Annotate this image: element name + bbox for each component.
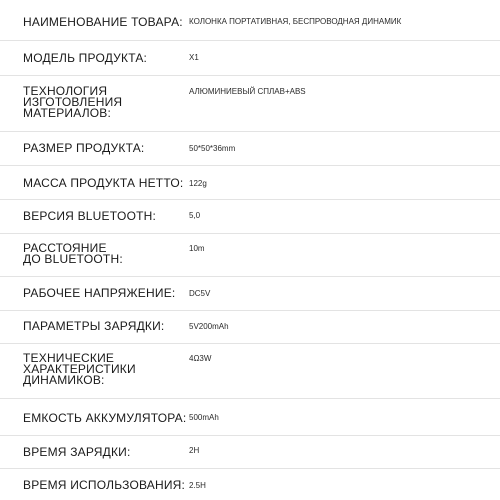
spec-value: 4Ω3W <box>189 354 212 363</box>
row-divider <box>0 398 500 399</box>
spec-label: ПАРАМЕТРЫ ЗАРЯДКИ: <box>23 319 165 333</box>
spec-label-text: РАССТОЯНИЕ ДО BLUETOOTH: <box>23 241 123 266</box>
spec-value: DC5V <box>189 289 211 298</box>
row-divider <box>0 468 500 469</box>
spec-label: ЕМКОСТЬ АККУМУЛЯТОРА: <box>23 411 187 425</box>
spec-value: 2H <box>189 446 200 455</box>
row-divider <box>0 40 500 41</box>
spec-label: НАИМЕНОВАНИЕ ТОВАРА: <box>23 15 183 29</box>
spec-label <box>23 353 173 386</box>
row-divider <box>0 233 500 234</box>
spec-label: МОДЕЛЬ ПРОДУКТА: <box>23 51 148 65</box>
row-divider <box>0 343 500 344</box>
row-divider <box>0 276 500 277</box>
spec-label: РАЗМЕР ПРОДУКТА: <box>23 141 145 155</box>
spec-value: 5V200mAh <box>189 322 229 331</box>
spec-value: 50*50*36mm <box>189 144 236 153</box>
spec-label <box>23 86 173 119</box>
spec-value: АЛЮМИНИЕВЫЙ СПЛАВ+ABS <box>189 87 306 96</box>
row-divider <box>0 435 500 436</box>
spec-value: 5,0 <box>189 211 201 220</box>
spec-value: 122g <box>189 179 207 188</box>
spec-label <box>23 243 173 265</box>
spec-label: ВЕРСИЯ BLUETOOTH: <box>23 209 157 223</box>
spec-value: 2.5H <box>189 481 206 490</box>
spec-label: ВРЕМЯ ИСПОЛЬЗОВАНИЯ: <box>23 478 186 492</box>
row-divider <box>0 199 500 200</box>
row-divider <box>0 131 500 132</box>
spec-value: X1 <box>189 53 199 62</box>
spec-value: 500mAh <box>189 413 219 422</box>
row-divider <box>0 165 500 166</box>
spec-label-text: ТЕХНОЛОГИЯ ИЗГОТОВЛЕНИЯ МАТЕРИАЛОВ: <box>23 84 123 120</box>
spec-label: РАБОЧЕЕ НАПРЯЖЕНИЕ: <box>23 286 176 300</box>
spec-label: ВРЕМЯ ЗАРЯДКИ: <box>23 445 131 459</box>
spec-value: 10m <box>189 244 205 253</box>
spec-label: МАССА ПРОДУКТА НЕТТО: <box>23 176 184 190</box>
row-divider <box>0 75 500 76</box>
spec-label-text: ТЕХНИЧЕСКИЕ ХАРАКТЕРИСТИКИ ДИНАМИКОВ: <box>23 351 136 387</box>
spec-value: КОЛОНКА ПОРТАТИВНАЯ, БЕСПРОВОДНАЯ ДИНАМИК <box>189 17 402 26</box>
row-divider <box>0 310 500 311</box>
